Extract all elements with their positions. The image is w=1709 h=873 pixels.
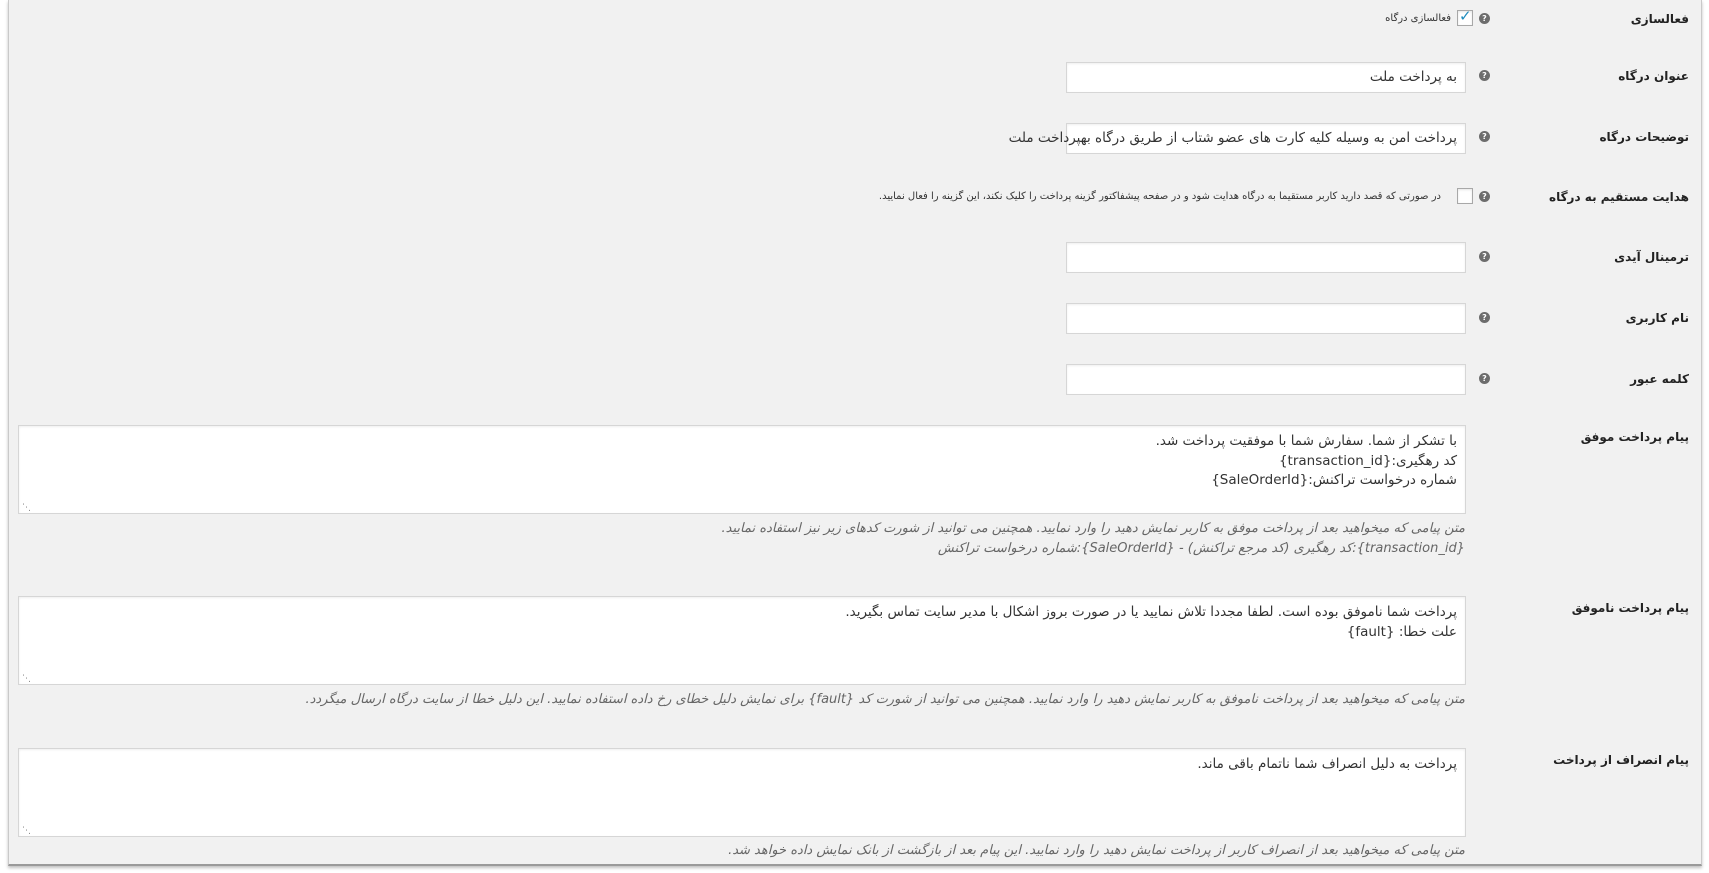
gateway-title-input[interactable]: به پرداخت ملت — [1066, 62, 1466, 93]
success-message-description: متن پیامی که میخواهید بعد از پرداخت موفق به کاربر نمایش دهید را وارد نمایید. همچنین می توانید از شورت کدهای زیر نیز استفاده نمایید. — [721, 521, 1465, 536]
row-success-message — [9, 424, 1701, 564]
failed-message-textarea[interactable] — [18, 596, 1466, 685]
resize-grip-icon[interactable]: ⋰ — [22, 826, 30, 836]
row-direct-redirect — [9, 180, 1701, 220]
username-input[interactable] — [1066, 303, 1466, 334]
enable-gateway-checkbox-label: فعالسازی درگاه — [1385, 13, 1451, 24]
help-icon[interactable]: ? — [1479, 251, 1490, 262]
enable-label: فعالسازی — [1630, 12, 1689, 26]
textarea-line: کد رهگیری:{transaction_id} — [1278, 452, 1457, 469]
password-input[interactable] — [1066, 364, 1466, 395]
success-message-label: پیام پرداخت موفق — [1580, 430, 1689, 444]
terminal-id-input[interactable] — [1066, 242, 1466, 273]
textarea-line: شماره درخواست تراکنش:{SaleOrderId} — [1211, 472, 1457, 488]
textarea-line: با تشکر از شما. سفارش شما با موفقیت پرداخت شد. — [1155, 433, 1457, 449]
row-enable — [9, 0, 1701, 40]
direct-redirect-checkbox-label: در صورتی که قصد دارید کاربر مستقیما به درگاه هدایت شود و در صفحه پیشفاکتور گزینه پرداخت را کلیک نکند، این گزینه را فعال نمایید. — [878, 191, 1441, 202]
password-label: کلمه عبور — [1630, 372, 1689, 386]
row-gateway-description — [9, 116, 1701, 156]
failed-message-label: پیام پرداخت ناموفق — [1571, 601, 1689, 615]
help-icon[interactable]: ? — [1479, 191, 1490, 202]
help-icon[interactable]: ? — [1479, 131, 1490, 142]
textarea-line: پرداخت شما ناموفق بوده است. لطفا مجددا تلاش نمایید یا در صورت بروز اشکال با مدیر سایت تماس بگیرید. — [845, 604, 1457, 620]
cancel-message-textarea[interactable] — [18, 748, 1466, 837]
resize-grip-icon[interactable]: ⋰ — [22, 674, 30, 684]
success-message-textarea[interactable] — [18, 425, 1466, 514]
row-password — [9, 358, 1701, 398]
row-gateway-title — [9, 55, 1701, 95]
textarea-line: پرداخت به دلیل انصراف شما ناتمام باقی ماند. — [1197, 756, 1457, 772]
help-icon[interactable]: ? — [1479, 13, 1490, 24]
checkmark-icon: ✓ — [1459, 7, 1472, 25]
gateway-description-label: توضیحات درگاه — [1599, 130, 1689, 144]
cancel-message-description: متن پیامی که میخواهید بعد از انصراف کاربر از پرداخت نمایش دهید را وارد نمایید. این پیام بعد از بازگشت از بانک نمایش داده خواهد شد. — [728, 843, 1465, 858]
username-label: نام کاربری — [1625, 311, 1689, 325]
textarea-line: علت خطا: {fault} — [1346, 623, 1457, 640]
direct-redirect-checkbox[interactable] — [1457, 188, 1473, 204]
cancel-message-label: پیام انصراف از پرداخت — [1553, 753, 1689, 767]
row-terminal-id — [9, 236, 1701, 276]
help-icon[interactable]: ? — [1479, 312, 1490, 323]
gateway-settings-panel — [8, 0, 1702, 866]
resize-grip-icon[interactable]: ⋰ — [22, 503, 30, 513]
help-icon[interactable]: ? — [1479, 70, 1490, 81]
direct-redirect-label: هدایت مستقیم به درگاه — [1548, 190, 1689, 204]
failed-message-description: متن پیامی که میخواهید بعد از پرداخت ناموفق به کاربر نمایش دهید را وارد نمایید. همچنین می توانید از شورت کد {fault} برای نمایش دلیل خطای رخ داده استفاده نمایید. این دلیل خطا از سایت درگاه ارسال میگردد. — [305, 692, 1465, 707]
row-cancel-message — [9, 747, 1701, 862]
row-username — [9, 297, 1701, 337]
gateway-title-label: عنوان درگاه — [1618, 69, 1689, 83]
terminal-id-label: ترمینال آیدی — [1614, 250, 1689, 264]
row-failed-message — [9, 595, 1701, 715]
gateway-description-input[interactable]: پرداخت امن به وسیله کلیه کارت های عضو شتاب از طریق درگاه بهپرداخت ملت — [1066, 123, 1466, 154]
success-message-shortcodes: {transaction_id}:کد رهگیری (کد مرجع تراکنش) - {SaleOrderId}:شماره درخواست تراکنش — [937, 541, 1465, 556]
help-icon[interactable]: ? — [1479, 373, 1490, 384]
enable-gateway-checkbox[interactable] — [1457, 7, 1473, 26]
